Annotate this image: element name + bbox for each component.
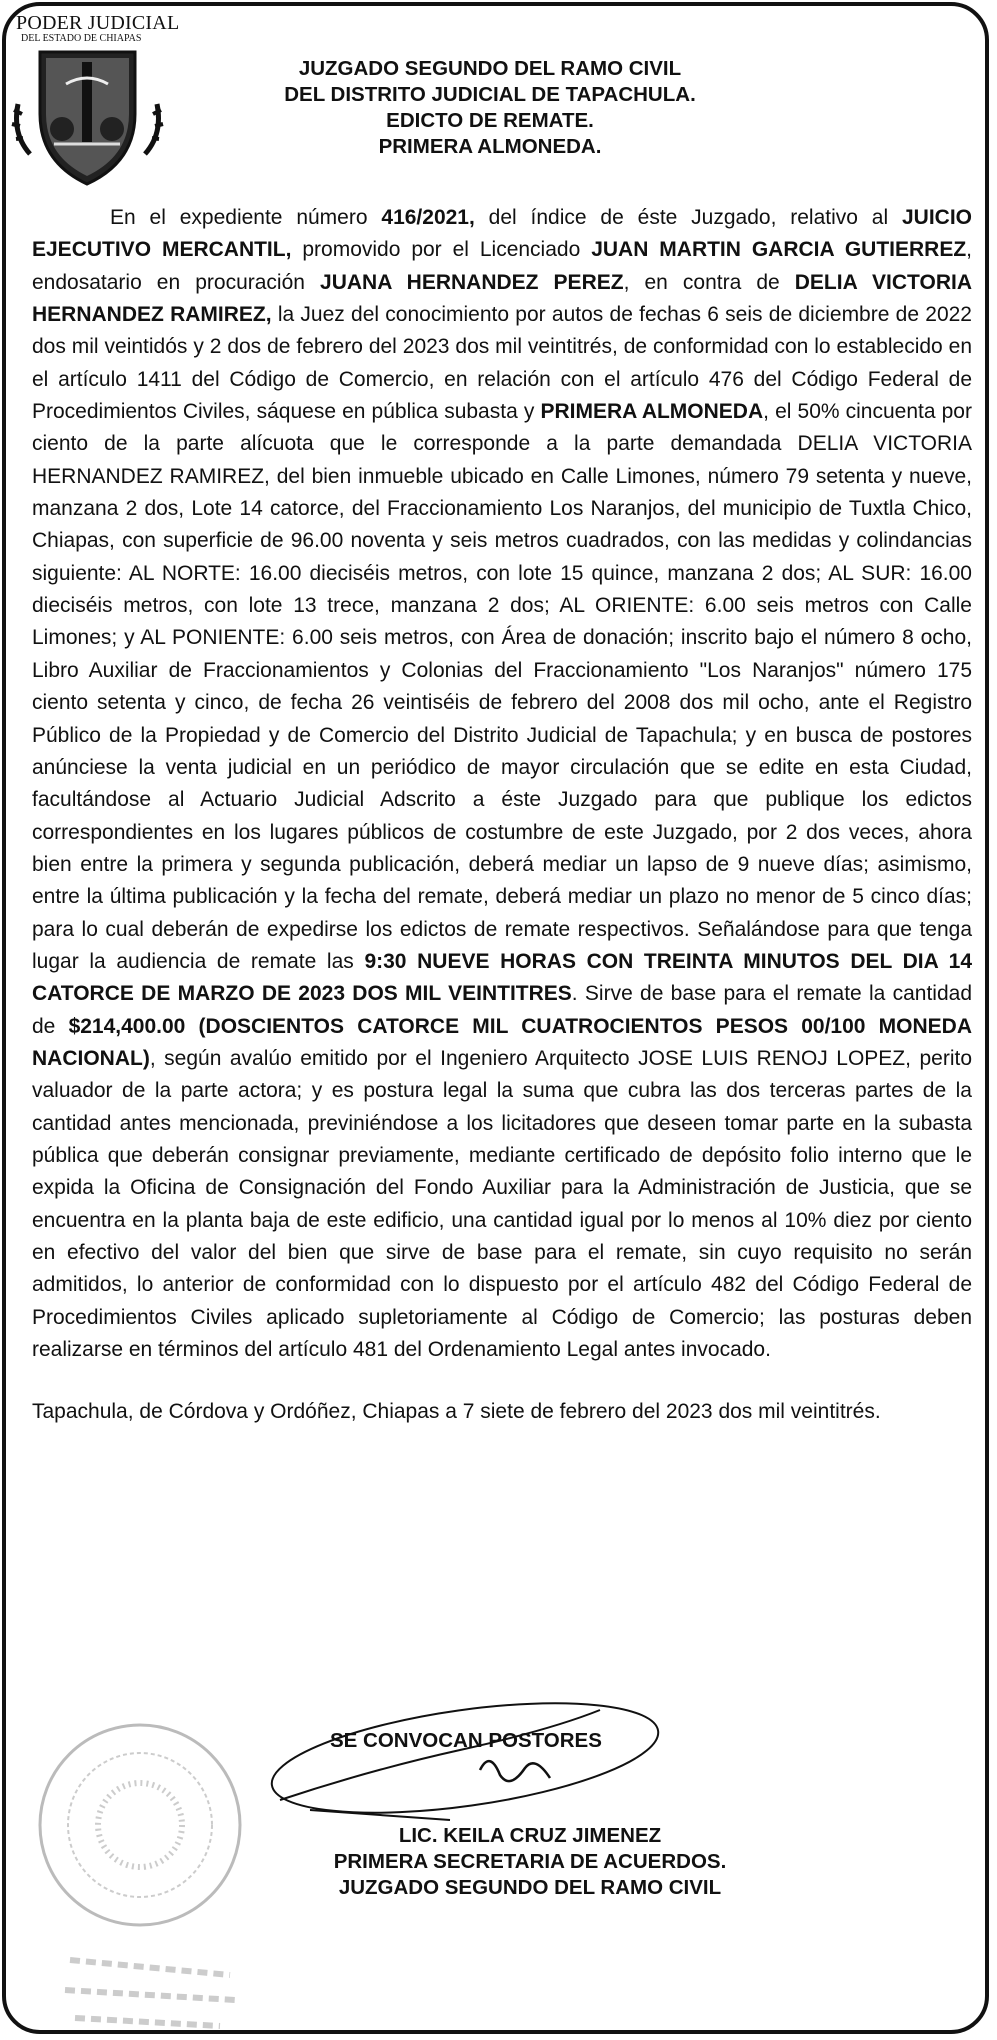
closing-place-date: Tapachula, de Córdova y Ordóñez, Chiapas a 7 siete de febrero del 2023 dos mil veintitrés.: [32, 1400, 881, 1424]
heading-court: JUZGADO SEGUNDO DEL RAMO CIVIL: [298, 57, 682, 80]
body-text: , según avalúo emitido por el Ingeniero Arquitecto JOSE LUIS RENOJ LOPEZ, perito valuador de la parte actora; y es postura legal la suma que cubra las dos terceras partes de la cantidad antes mencionada, previniéndose a los licitadores que deseen tomar parte en la subasta pública que deberán consignar previamente, mediante certificado de depósito folio interno que le expida la Oficina de Consignación del Fondo Auxiliar para la Administración de Justicia, que se encuentra en la planta baja de este edificio, una cantidad igual por lo menos al 10% diez por ciento en efectivo del valor del bien que sirve de base para el remate, sin cuyo requisito no serán admitidos, lo anterior de conformidad con lo dispuesto por el artículo 482 del Código Federal de Procedimientos Civiles aplicado supletoriamente al Código de Comercio; las posturas deben realizarse en términos del artículo 481 del Ordenamiento Legal antes invocado.: [32, 1046, 972, 1362]
body-text: , en contra de: [623, 270, 795, 294]
document-body: [32, 202, 972, 1429]
heading-district: DEL DISTRITO JUDICIAL DE TAPACHULA.: [284, 83, 696, 106]
coat-of-arms-icon: [10, 44, 165, 194]
body-text: , endosatario en procuración: [32, 238, 972, 294]
signer-name: LIC. KEILA CRUZ JIMENEZ: [398, 1824, 662, 1847]
body-text: promovido por el Licenciado: [291, 238, 592, 262]
main-paragraph: [32, 202, 972, 1366]
logo-title: PODER JUDICIAL: [16, 12, 180, 34]
trial-type: JUICIO EJECUTIVO MERCANTIL,: [32, 206, 973, 262]
defendant-name: DELIA VICTORIA HERNANDEZ RAMIREZ,: [32, 270, 972, 327]
body-text: , el 50% cincuenta por ciento de la parte alícuota que le corresponde a la parte demandada DELIA VICTORIA HERNANDEZ RAMIREZ, del bien inmueble ubicado en Calle Limones, número 79 setenta y nueve, manzana 2 dos, Lote 14 catorce, del Fraccionamiento Los Naranjos, del municipio de Tuxtla Chico, Chiapas, con superficie de 96.00 noventa y seis metros cuadrados, con las medidas y colindancias siguiente: AL NORTE: 16.00 dieciséis metros, con lote 15 quince, manzana 2 dos; AL SUR: 16.00 dieciséis metros, con lote 13 trece, manzana 2 dos; AL ORIENTE: 6.00 seis metros con Calle Limones; y AL PONIENTE: 6.00 seis metros, con Área de donación; inscrito bajo el número 8 ocho, Libro Auxiliar de Fraccionamientos y Colonias del Fraccionamiento "Los Naranjos" número 175 ciento setenta y cinco, de fecha 26 veintiséis de febrero del 2008 dos mil ocho, ante el Registro Público de la Propiedad y de Comercio del Distrito Judicial de Tapachula; y en busca de postores anúnciese la venta judicial en un periódico de mayor circulación que se edite en esta Ciudad, facultándose al Actuario Judicial Adscrito a éste Juzgado para que publique los edictos correspondientes en los lugares públicos de costumbre de este Juzgado, por 2 dos veces, ahora bien entre la primera y segunda publicación, deberá mediar un lapso de 9 nueve días; asimismo, entre la última publicación y la fecha del remate, deberá mediar un plazo no menor de 5 cinco días; para lo cual deberán de expedirse los edictos de remate respectivos. Señalándose para que tenga lugar la audiencia de remate las: [32, 400, 972, 973]
body-text: del índice de éste Juzgado, relativo al: [474, 206, 902, 229]
heading-almoneda: PRIMERA ALMONEDA.: [378, 135, 602, 158]
body-text: En el expediente número: [110, 206, 382, 229]
heading-edict: EDICTO DE REMATE.: [386, 109, 594, 132]
endorser-name: JUANA HERNANDEZ PEREZ: [320, 270, 624, 294]
court-seal-stamp: [30, 1700, 270, 2030]
poder-judicial-logo: [10, 6, 180, 206]
base-amount: $214,400.00 (DOSCIENTOS CATORCE MIL CUATROCIENTOS PESOS 00/100 MONEDA NACIONAL): [32, 1014, 972, 1070]
auction-date: 9:30 NUEVE HORAS CON TREINTA MINUTOS DEL DIA 14 CATORCE DE MARZO DE 2023 DOS MIL VEINTITRES: [32, 949, 973, 1006]
body-text: . Sirve de base para el remate la cantidad de: [32, 982, 972, 1038]
signer-role: PRIMERA SECRETARIA DE ACUERDOS.: [333, 1850, 727, 1873]
plaintiff-name: JUAN MARTIN GARCIA GUTIERREZ: [591, 238, 967, 262]
logo-subtitle: DEL ESTADO DE CHIAPAS: [21, 33, 142, 44]
signer-court: JUZGADO SEGUNDO DEL RAMO CIVIL: [338, 1876, 722, 1899]
document-heading: [180, 56, 800, 160]
almoneda-label: PRIMERA ALMONEDA: [540, 400, 764, 424]
case-number: 416/2021,: [381, 206, 475, 229]
convocan-postores: SE CONVOCAN POSTORES: [330, 1729, 602, 1752]
handwritten-signature: [250, 1690, 670, 1840]
body-text: la Juez del conocimiento por autos de fechas 6 seis de diciembre de 2022 dos mil veintidós y 2 dos de febrero del 2023 dos mil veintitrés, de conformidad con lo establecido en el artículo 1411 del Código de Comercio, en relación con el artículo 476 del Código Federal de Procedimientos Civiles, sáquese en pública subasta y: [32, 303, 972, 424]
